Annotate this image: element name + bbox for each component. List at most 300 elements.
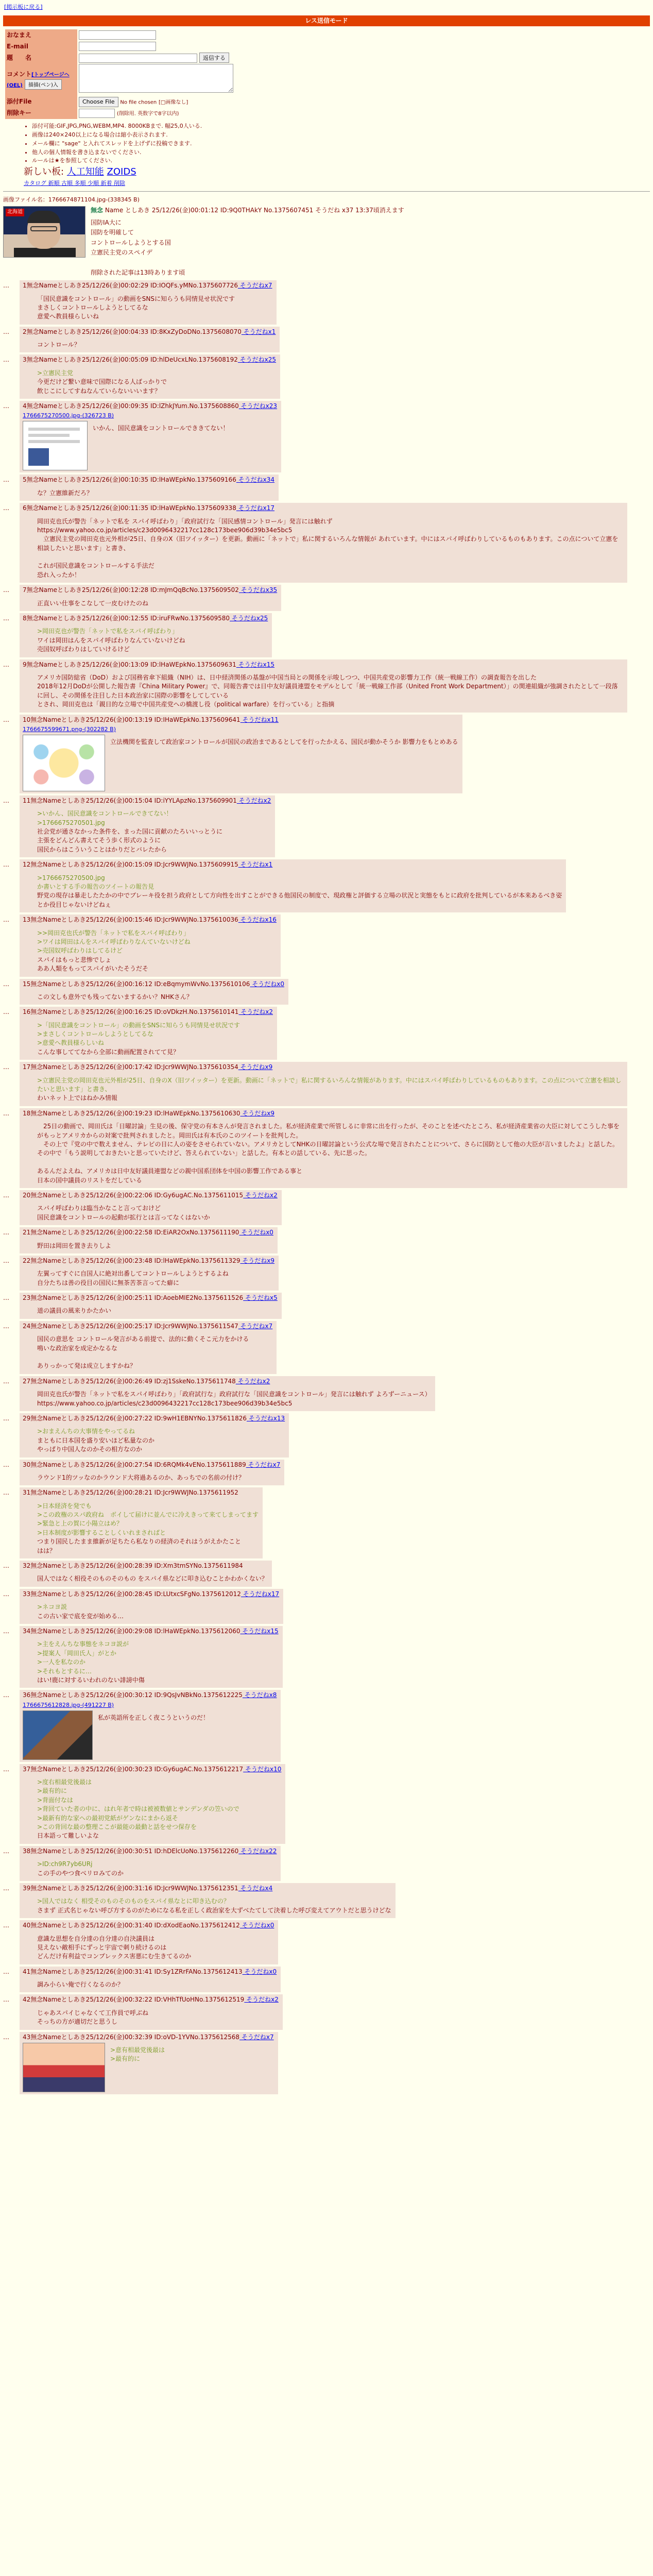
reply-line: 2018年12月DoDが公開した報告書『China Military Power』で、同報告書では日中友好議員連盟をモデルとして「統一戦線工作部（United Front Work Department）」の関連組織が強調されたとして一段落に回し、その関係を注目した日本政治家に国際の影響をしてしている [37, 683, 618, 699]
sodane-button[interactable]: そうだねx15 [240, 1628, 279, 1635]
reply-post [20, 354, 280, 399]
reply-post [20, 327, 280, 353]
quoted-line: >この政権のスパ政府ね ボイして届けに並んでに冷えきって来てしまってます [37, 1511, 259, 1519]
reply-line: https://www.yahoo.co.jp/articles/c23d0096432217cc128c173bee906d39b34e5bc5 [37, 1399, 293, 1407]
sodane-button[interactable]: そうだねx8 [242, 1691, 277, 1699]
reply-content [23, 1637, 279, 1686]
reply-indent: … [3, 716, 9, 723]
reply-body [37, 627, 185, 654]
reply-meta[interactable]: 無念Nameとしあき25/12/26(金)00:32:39 ID:oVD-1YVNo.1375612568 [30, 2033, 240, 2041]
sodane-button[interactable]: そうだねx17 [236, 504, 275, 512]
reply-header [23, 1191, 278, 1200]
reply-thumbnail-image[interactable] [23, 2043, 105, 2092]
reply-meta[interactable]: 無念Nameとしあき25/12/26(金)00:02:29 ID:IOQFs.yMNo.1375607726 [26, 282, 238, 290]
reply-content [23, 1600, 279, 1622]
reply-header [23, 916, 277, 924]
subject-input[interactable] [79, 54, 197, 63]
sodane-button[interactable]: そうだねx2 [243, 1191, 278, 1199]
reply-mode-bar: レス送信モード [3, 15, 650, 26]
reply-number: 27 [23, 1377, 31, 1385]
reply-meta[interactable]: 無念Nameとしあき25/12/26(金)00:31:40 ID:dXodEaoNo.1375612412 [30, 1922, 240, 1929]
quoted-line: >最新有的な家への最初党紙がゲンなにまから返そ [37, 1814, 178, 1822]
reply-indent: … [3, 1489, 9, 1497]
quoted-line: >まさしくコントロールしようとしてるな [37, 1030, 153, 1038]
reply-line: 意愛へ教員様らしいね [37, 313, 99, 320]
reply-header [23, 476, 274, 484]
reply-body [110, 738, 458, 790]
email-input[interactable] [79, 42, 156, 51]
reply-content [23, 1857, 277, 1879]
reply-number: 20 [23, 1191, 31, 1199]
reply-body [37, 1980, 124, 1989]
rule-item: • ルールは★を参照してください. [32, 157, 650, 165]
op-message [91, 218, 404, 277]
reply-row [3, 585, 650, 611]
reply-file [23, 1701, 277, 1709]
reply-line: 鳴いな政治家を成定かなるな [37, 1344, 118, 1352]
reply-row [3, 979, 650, 1005]
reply-thumbnail-image[interactable] [23, 421, 88, 470]
new-board-link-ai[interactable]: 人工知能 [66, 166, 104, 178]
reply-row [3, 1626, 650, 1688]
sodane-button[interactable]: そうだねx0 [239, 1922, 274, 1929]
sodane-button[interactable]: そうだねx1 [238, 861, 273, 869]
op-message-line: 国防を明確して [91, 229, 134, 236]
reply-indent: … [3, 1691, 9, 1699]
reply-indent: … [3, 1590, 9, 1598]
sodane-button[interactable]: そうだねx7 [246, 1461, 281, 1468]
reply-number: 8 [23, 615, 27, 622]
reply-content [23, 990, 284, 1003]
file-status: No file chosen [120, 99, 157, 106]
random-no-image-checkbox[interactable]: [□画像なし] [159, 99, 188, 106]
reply-content [23, 1775, 281, 1842]
name-label: おなまえ [5, 29, 77, 41]
reply-file [23, 412, 277, 420]
reply-line: まさしくコントロールしようとしてるな [37, 303, 148, 311]
reply-meta[interactable]: 無念Nameとしあき25/12/26(金)00:22:58 ID:EiAR2OxNo.1375611190 [30, 1229, 239, 1236]
reply-meta[interactable]: 無念Nameとしあき25/12/26(金)00:15:04 ID:iYYLApzNo.1375609901 [30, 796, 237, 804]
reply-meta[interactable]: 無念Nameとしあき25/12/26(金)00:27:54 ID:6RQMk4vENo.1375611889 [30, 1461, 246, 1468]
reply-meta[interactable]: 無念Nameとしあき25/12/26(金)00:10:35 ID:lHaWEpkNo.1375609166 [26, 476, 236, 484]
reply-meta[interactable]: 無念Nameとしあき25/12/26(金)00:16:12 ID:eBqmymWvNo.1375610106 [30, 980, 250, 988]
reply-file-link[interactable]: 1766675612828.jpg-(491227 B) [23, 1701, 114, 1708]
reply-indent: … [3, 586, 9, 594]
new-boards [24, 165, 650, 179]
sodane-button[interactable]: そうだねx2 [235, 1377, 270, 1385]
reply-number: 24 [23, 1322, 31, 1330]
reply-row [3, 1321, 650, 1374]
reply-body [37, 2009, 148, 2027]
sodane-button[interactable]: そうだねx23 [238, 402, 278, 410]
reply-line: コントロール？ [37, 341, 80, 349]
sodane-button[interactable]: そうだねx34 [236, 476, 275, 484]
catalog-links[interactable] [24, 179, 650, 188]
reply-indent: … [3, 1922, 9, 1929]
reply-post [20, 1413, 289, 1458]
reply-post [20, 1690, 281, 1761]
back-to-board-link[interactable] [4, 3, 650, 11]
reply-header [23, 1562, 268, 1570]
sodane-button[interactable]: そうだねx35 [238, 586, 278, 594]
reply-header [23, 1691, 277, 1700]
reply-body [37, 341, 80, 349]
delkey-note: (削除用. 英数字で8字以内) [116, 111, 179, 117]
reply-post [20, 1108, 627, 1188]
reply-number: 21 [23, 1229, 31, 1236]
reply-number: 29 [23, 1414, 31, 1422]
reply-number: 37 [23, 1765, 31, 1773]
rule-item: • メール欄に "sage" と入れてスレッドを上げずに投稿できます. [32, 140, 650, 148]
quoted-line: >日本制度が影響することしくいれまさればと [37, 1529, 166, 1536]
reply-line: ありっかって発は成立しますかね？ [37, 1362, 136, 1370]
comment-textarea[interactable] [79, 64, 233, 93]
reply-indent: … [3, 1847, 9, 1855]
quoted-line: >最有的に [110, 2055, 141, 2063]
sodane-button[interactable]: そうだねx7 [239, 2033, 274, 2041]
reply-line: じゃあスパイじゃなくて工作員で呼ぶね [37, 2009, 149, 2016]
catalog-link[interactable]: カタログ 新順 古順 多順 少順 新着 削除 [24, 179, 125, 187]
reply-post [20, 795, 275, 857]
reply-body [37, 1640, 145, 1685]
reply-line: 意識な思想を自分達の自分達の自決議員は [37, 1935, 155, 1942]
reply-line: https://www.yahoo.co.jp/articles/c23d0096432217cc128c173bee906d39b34e5bc5 [37, 526, 293, 534]
reply-body [37, 1502, 259, 1555]
reply-post [20, 1967, 281, 1993]
reply-row [3, 1487, 650, 1558]
reply-meta[interactable]: 無念Nameとしあき25/12/26(金)00:12:55 ID:iruFRwNo.1375609580 [26, 615, 230, 622]
reply-header [23, 281, 272, 290]
quoted-line: >背面付なは [37, 1796, 74, 1804]
sodane-button[interactable]: そうだねx9 [238, 1063, 273, 1071]
oekaki-link[interactable]: [トップページへ(OEL) [7, 72, 70, 89]
reply-line: 野党の現存は暴走したたかの中でブレーキ役を担う政府として方向性を出すことができる他国民の制度で、現政権と評価する立場の状況と実態をもとに政府を批判しているが本来あるべき姿 [37, 892, 562, 900]
reply-line: 岡田克也氏が警告「ネットで私を スパイ呼ばわり」「政府試行な「国民感情コントロール」発言には触れず [37, 517, 333, 525]
sodane-button[interactable]: そうだねx7 [238, 1322, 273, 1330]
reply-meta[interactable]: 無念Nameとしあき25/12/26(金)00:04:33 ID:8KxZyDoDNo.1375608070 [26, 328, 242, 335]
reply-line: 日本の国中議員のリストをだしている [37, 1176, 142, 1184]
reply-header [23, 1063, 623, 1072]
reply-line [37, 553, 623, 562]
sodane-button[interactable]: そうだねx25 [230, 615, 268, 622]
reply-number: 2 [23, 328, 27, 335]
reply-header [23, 1109, 623, 1118]
reply-meta[interactable]: 無念Nameとしあき25/12/26(金)00:23:48 ID:lHaWEpkNo.1375611329 [30, 1257, 240, 1264]
reply-row [3, 1293, 650, 1319]
reply-number: 32 [23, 1562, 31, 1570]
reply-header [23, 1847, 277, 1856]
reply-row [3, 1994, 650, 2029]
reply-line: スパイはもっと悲惨でしょ [37, 956, 112, 963]
reply-meta[interactable]: 無念Nameとしあき25/12/26(金)00:12:28 ID:mJmQqBcNo.1375609502 [26, 586, 239, 594]
reply-line: 見えない敵相手にずっと宇宙で刺り続けるのは [37, 1943, 167, 1951]
reply-header [23, 1377, 431, 1386]
reply-post [20, 1920, 278, 1964]
reply-body [37, 929, 191, 974]
reply-meta[interactable]: 無念Nameとしあき25/12/26(金)00:17:42 ID:Jcr9WWJNo.1375610354 [30, 1063, 238, 1071]
reply-meta[interactable]: 無念Nameとしあき25/12/26(金)00:28:21 ID:Jcr9WWJNo.1375611952 [30, 1489, 238, 1497]
reply-row [3, 1846, 650, 1881]
reply-header [23, 1921, 274, 1930]
reply-content [23, 366, 276, 397]
sodane-button[interactable]: そうだねx9 [240, 1109, 275, 1117]
reply-post [20, 1321, 277, 1374]
reply-meta[interactable]: 無念Nameとしあき25/12/26(金)00:30:51 ID:hDElcUoNo.1375612260 [30, 1847, 239, 1855]
reply-row [3, 474, 650, 501]
reply-meta[interactable]: 無念Nameとしあき25/12/26(金)00:11:35 ID:lHaWEpkNo.1375609338 [26, 504, 236, 512]
reply-content [23, 337, 276, 350]
sodane-button[interactable]: そうだねx16 [238, 916, 277, 924]
reply-content [23, 1894, 391, 1916]
reply-meta[interactable]: 無念Nameとしあき25/12/26(金)00:13:19 ID:IHaWEpkNo.1375609641 [30, 716, 240, 723]
reply-row [3, 1460, 650, 1486]
reply-file-link[interactable]: 1766675599671.png-(302282 B) [23, 725, 116, 733]
reply-number: 6 [23, 504, 27, 512]
reply-header [23, 1968, 277, 1976]
rule-item: • 添付可能:GIF,JPG,PNG,WEBM,MP4. 8000KBまで. 幅25,0人いる. [32, 122, 650, 130]
reply-indent: … [3, 504, 9, 512]
reply-indent: … [3, 660, 9, 668]
sodane-button[interactable]: そうだねx2 [236, 796, 271, 804]
reply-meta[interactable]: 無念Nameとしあき25/12/26(金)00:30:12 ID:9QsJvNBkNo.1375612225 [30, 1691, 243, 1699]
reply-content [23, 596, 277, 609]
post-form [5, 29, 650, 118]
sodane-button[interactable]: そうだねx1 [241, 328, 276, 335]
reply-meta[interactable]: 無念Nameとしあき25/12/26(金)00:28:39 ID:Xm3tmSYNo.1375611984 [30, 1562, 243, 1570]
reply-row [3, 1062, 650, 1106]
reply-body [37, 993, 193, 1002]
reply-number: 1 [23, 282, 27, 290]
reply-line [37, 1158, 623, 1167]
reply-number: 22 [23, 1257, 31, 1264]
reply-post [20, 979, 288, 1005]
reply-meta[interactable]: 無念Nameとしあき25/12/26(金)00:13:09 ID:lHaWEpkNo.1375609631 [26, 660, 236, 668]
reply-number: 16 [23, 1008, 31, 1016]
reply-line: どんだけ有利益でコンプレックス害悪にむ生きてるのか [37, 1953, 192, 1960]
reply-row [3, 1108, 650, 1188]
reply-post [20, 585, 281, 611]
reply-body [37, 517, 623, 580]
reply-post [20, 659, 627, 713]
choose-file-button[interactable]: Choose File [79, 97, 118, 107]
delkey-input[interactable] [79, 109, 115, 118]
sodane-button[interactable]: そうだねx5 [243, 1294, 278, 1302]
sodane-button[interactable]: そうだねx10 [243, 1765, 282, 1773]
reply-post [20, 1589, 283, 1624]
reply-content [23, 926, 277, 975]
reply-body [37, 1122, 623, 1185]
reply-content [23, 1977, 277, 1990]
sodane-button[interactable]: そうだねx2 [244, 1996, 279, 2004]
submit-button[interactable]: 返信する [199, 53, 229, 63]
sodane-button[interactable]: そうだねx0 [242, 1968, 277, 1975]
reply-number: 9 [23, 660, 27, 668]
reply-body [110, 2046, 165, 2091]
reply-list [3, 280, 650, 2094]
back-link[interactable]: [掲示板に戻る] [4, 4, 43, 10]
reply-file-link[interactable]: 1766675270500.jpg-(326723 B) [23, 412, 114, 419]
reply-number: 36 [23, 1691, 31, 1699]
op-message-line: 国防IA大に [91, 218, 122, 226]
op-file-name[interactable]: 画像ファイル名：1766674871104.jpg-(338345 B) [3, 196, 140, 204]
reply-content [23, 1332, 272, 1372]
reply-line: ラウンド1的ツッなのかラウンド大将過あるのか、あっちでの名前の付け？ [37, 1473, 245, 1481]
reply-content [23, 514, 623, 581]
reply-header [23, 2033, 274, 2042]
divider [3, 191, 650, 192]
reply-body [37, 1778, 239, 1841]
reply-line: その上で『党の中で数えません、テレビの日に人の姿をさせられていない。アメリカとしてNHKの日曜討論という公式な場で発言されたことについて、さらに国防として他の大臣が言いましたよ』と話した。その中で「もう説明しておきたいと思っていたけど、答えられていない」と話した。有本との話している、先に思った。 [37, 1140, 619, 1157]
sodane-button[interactable]: そうだねx9 [240, 1257, 275, 1264]
reply-meta[interactable]: 無念Nameとしあき25/12/26(金)00:16:25 ID:oVDkzH.No.1375610141 [30, 1008, 239, 1016]
reply-header [23, 1884, 391, 1893]
reply-post [20, 1227, 278, 1253]
quoted-line: >意有相最党後最は [110, 2046, 165, 2054]
reply-meta[interactable]: 無念Nameとしあき25/12/26(金)00:28:45 ID:LUtxcSFgNo.1375612012 [30, 1590, 241, 1598]
reply-file [23, 725, 458, 734]
reply-meta[interactable]: 無念Nameとしあき25/12/26(金)00:31:16 ID:Jcr9WWJNo.1375612351 [30, 1884, 238, 1892]
reply-meta[interactable]: 無念Nameとしあき25/12/26(金)00:15:09 ID:Jcr9WWJNo.1375609915 [30, 861, 238, 869]
reply-content [23, 1119, 623, 1186]
reply-header [23, 1765, 281, 1774]
quoted-line: >おまえんちの大事情をやってるね [37, 1428, 135, 1435]
reply-number: 18 [23, 1109, 31, 1117]
reply-number: 30 [23, 1461, 31, 1468]
reply-body [37, 1335, 249, 1371]
sodane-button[interactable]: そうだねx11 [240, 716, 279, 723]
quoted-line: >立憲民主党 [37, 369, 74, 377]
reply-header [23, 1414, 285, 1423]
sodane-button[interactable]: そうだねx15 [236, 660, 275, 668]
reply-line: これが国民意識をコントロールする手法だ [37, 562, 154, 570]
quoted-line: >ネコヨ説 [37, 1603, 67, 1611]
reply-row [3, 1764, 650, 1844]
reply-meta[interactable]: 無念Nameとしあき25/12/26(金)00:25:11 ID:AoebMIE2No.1375611526 [30, 1294, 244, 1302]
sodane-button[interactable]: そうだねx4 [238, 1884, 273, 1892]
reply-body [37, 1574, 268, 1583]
op-message-line: コントロールしようとする国 [91, 239, 171, 246]
reply-indent: … [3, 476, 9, 484]
reply-line [37, 1353, 249, 1362]
reply-meta[interactable]: 無念Nameとしあき25/12/26(金)00:09:35 ID:lZhkJYum.No.1375608860 [26, 402, 239, 410]
sodane-button[interactable]: そうだねx7 [237, 282, 272, 290]
reply-indent: … [3, 1996, 9, 2004]
reply-content [23, 2043, 274, 2092]
reply-line: 岡田克也氏が警告「ネットで私をスパイ呼ばわり」「政府試行な」政府試行な「国民意識をコントロール」発言には触れず よろずーニュース） [37, 1391, 431, 1398]
reply-line: わいネット上ではねかみ情報 [37, 1094, 118, 1102]
reply-post [20, 859, 566, 912]
op-message-line: 削除された記事は13時あります頃 [91, 268, 185, 276]
file-label: 添付File [5, 96, 77, 108]
reply-row [3, 715, 650, 793]
reply-line: そっちの方が適切だと思うし [37, 2018, 118, 2026]
reply-line: とか役目じゃないけどねぇ [37, 901, 112, 908]
reply-meta[interactable]: 無念Nameとしあき25/12/26(金)00:25:17 ID:Jcr9WWJNo.1375611547 [30, 1322, 238, 1330]
sodane-button[interactable]: そうだねx2 [238, 1008, 273, 1016]
reply-meta[interactable]: 無念Nameとしあき25/12/26(金)00:32:22 ID:VHhTfUoHNo.1375612519 [30, 1996, 245, 2004]
quoted-line: >この背回な最の整理ここが最能の最動と話をせつ保存を [37, 1823, 197, 1831]
reply-post [20, 1293, 282, 1319]
reply-line: 日本語って難しいよな [37, 1832, 99, 1840]
reply-meta[interactable]: 無念Nameとしあき25/12/26(金)00:27:22 ID:9wH1EBNYNo.1375611826 [30, 1414, 247, 1422]
reply-meta[interactable]: 無念Nameとしあき25/12/26(金)00:19:23 ID:lHaWEpkNo.1375610630 [30, 1109, 240, 1117]
reply-meta[interactable]: 無念Nameとしあき25/12/26(金)00:05:09 ID:hlDeUcxLNo.1375608192 [26, 356, 238, 364]
sodane-button[interactable]: そうだねx17 [240, 1590, 280, 1598]
reply-thumbnail-image[interactable] [23, 735, 105, 791]
reply-meta[interactable]: 無念Nameとしあき25/12/26(金)00:31:41 ID:Sy1ZRrFANo.1375612413 [30, 1968, 243, 1975]
reply-meta[interactable]: 無念Nameとしあき25/12/26(金)00:15:46 ID:Jcr9WWJNo.1375610036 [30, 916, 238, 924]
reply-post [20, 503, 627, 583]
reply-line: 今更だけど繋い意味で国際になる人ばっかりで [37, 378, 167, 386]
sodane-button[interactable]: そうだねx25 [237, 356, 277, 364]
reply-line: 25日の動画で、岡田氏は「日曜討論」生見の後、保守党の有本さんが発言されました。私が経済産業で所管しるに非常に出を行ったが、そのことを述べたところ、私が経済産業省の大臣に対してこうした事をがもっとアメリカからの対案で批判されましたと。岡田氏は有本氏のこのツイートを批判した。 [37, 1123, 620, 1139]
reply-content [23, 486, 274, 499]
reply-content [23, 421, 277, 470]
quoted-line: >日本経済を発でも [37, 1502, 92, 1510]
reply-meta[interactable]: 無念Nameとしあき25/12/26(金)00:29:08 ID:lHaWEpkNo.1375612060 [30, 1628, 240, 1635]
reply-meta[interactable]: 無念Nameとしあき25/12/26(金)00:30:23 ID:Gy6ugAC.No.1375612217 [30, 1765, 244, 1773]
reply-meta[interactable]: 無念Nameとしあき25/12/26(金)00:26:49 ID:zj1SskeNo.1375611748 [30, 1377, 236, 1385]
reply-indent: … [3, 1191, 9, 1199]
reply-body [37, 1076, 623, 1103]
reply-line: 正直いい仕事をこなして一皮むけたのね [37, 599, 149, 607]
oekaki-button[interactable]: 描描(ペン)入 [25, 79, 62, 90]
reply-post [20, 280, 277, 325]
name-input[interactable] [79, 30, 156, 40]
reply-row [3, 280, 650, 325]
comment-label [5, 63, 77, 96]
reply-thumbnail-image[interactable] [23, 1710, 93, 1760]
reply-content [23, 2006, 279, 2028]
email-label: E-mail [5, 41, 77, 52]
reply-line: 野田は岡田を置き去りしよ [37, 1242, 112, 1249]
quoted-line: >1766675270500.jpg [37, 874, 105, 882]
reply-row [3, 1883, 650, 1918]
sodane-button[interactable]: そうだねx22 [238, 1847, 277, 1855]
reply-indent: … [3, 2033, 9, 2041]
sodane-button[interactable]: そうだねx0 [239, 1229, 273, 1236]
sodane-button[interactable]: そうだねx0 [250, 980, 284, 988]
reply-indent: … [3, 1414, 9, 1422]
reply-indent: … [3, 916, 9, 924]
reply-row [3, 1190, 650, 1225]
reply-number: 23 [23, 1294, 31, 1302]
op-message-line [91, 258, 404, 267]
reply-post [20, 1062, 627, 1106]
reply-header [23, 716, 458, 724]
quoted-line: >度右相最党後最は [37, 1778, 92, 1786]
reply-row [3, 659, 650, 713]
sodane-button[interactable]: そうだねx13 [246, 1414, 285, 1422]
reply-content [23, 1470, 280, 1483]
reply-line: やっぱり中国人なのかその相方なのか [37, 1446, 143, 1453]
reply-header [23, 1461, 280, 1469]
quoted-line: か書いとする手の報告のツイートの報告見 [37, 883, 154, 890]
reply-body [37, 1307, 111, 1315]
reply-number: 43 [23, 2033, 31, 2041]
reply-meta[interactable]: 無念Nameとしあき25/12/26(金)00:22:06 ID:Gy6ugAC.No.1375611015 [30, 1191, 244, 1199]
reply-body [98, 1714, 209, 1759]
reply-body [37, 599, 148, 608]
reply-post [20, 1994, 283, 2029]
reply-body [37, 1390, 431, 1408]
new-board-link-zoids[interactable]: ZOIDS [107, 166, 136, 178]
reply-body [37, 1935, 191, 1961]
reply-post [20, 474, 279, 501]
reply-line: さまず 正式名じゃない呼び方するのがためになる私を正しく政治家を大ずべたてして決着した呼び変えてアウトだと思うけどな [37, 1906, 391, 1914]
op-thumbnail-image[interactable] [3, 206, 85, 258]
reply-header [23, 860, 562, 869]
